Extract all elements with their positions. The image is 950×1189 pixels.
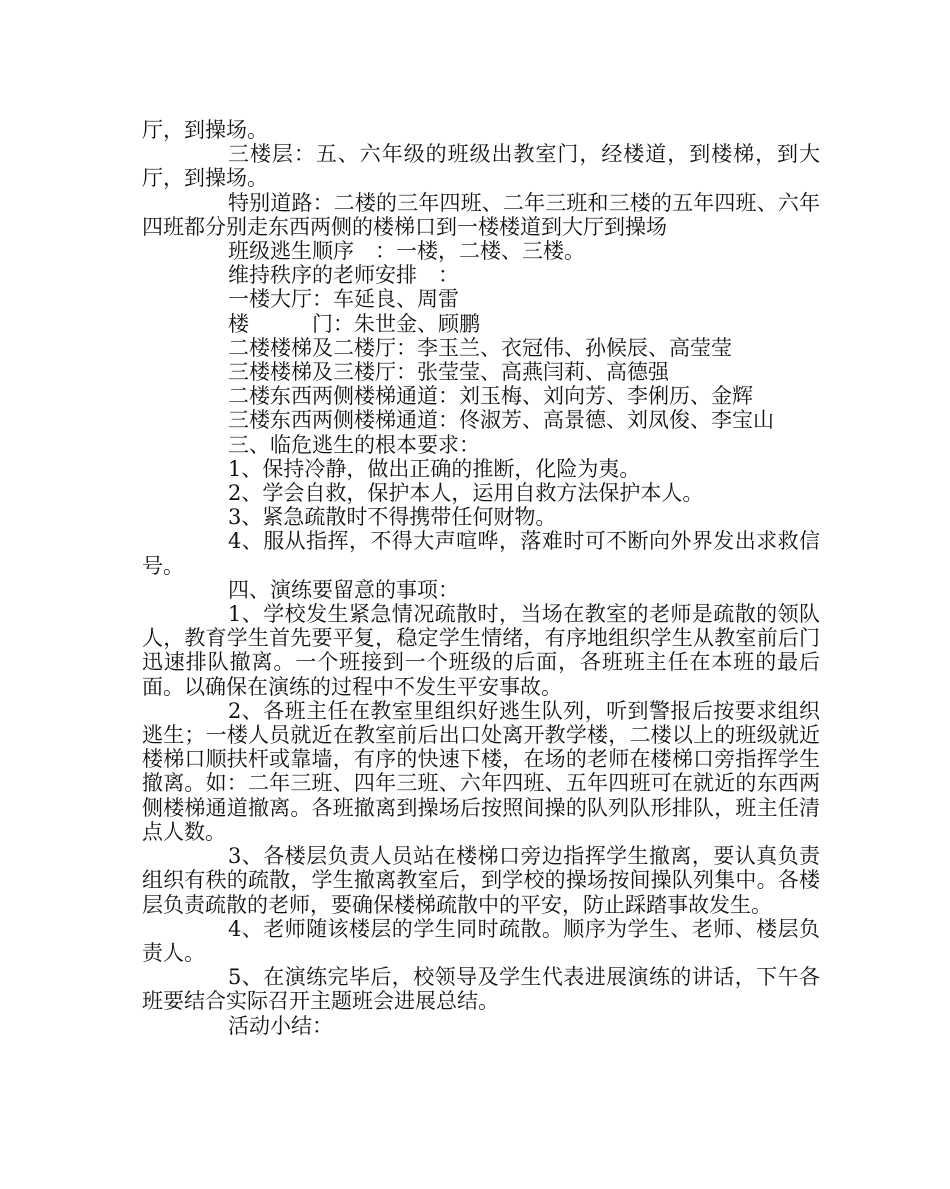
list-item: 3、紧急疏散时不得携带任何财物。 [228, 505, 557, 530]
paragraph: 三楼东西两侧楼梯通道：佟淑芳、高景德、刘凤俊、李宝山 [228, 408, 774, 433]
list-item: 2、各班主任在教室里组织好逃生队列，听到警报后按要求组织逃生；一楼人员就近在教室前后出口处离开教学楼，二楼以上的班级就近楼梯口顺扶杆或靠墙，有序的快速下楼，在场的老师在楼梯口旁指挥学生撤离。如：二年三班、四年三班、六年四班、五年四班可在就近的东西两侧楼梯通道撤离。各班撤离到操场后按照间操的队列队形排队，班主任清点人数。 [142, 698, 820, 844]
paragraph: 班级逃生顺序 ：一楼，二楼、三楼。 [228, 239, 585, 264]
list-item: 2、学会自救，保护本人，运用自救方法保护本人。 [228, 481, 704, 506]
paragraph: 二楼东西两侧楼梯通道：刘玉梅、刘向芳、李俐历、金辉 [228, 384, 753, 409]
paragraph: 一楼大厅：车延良、周雷 [228, 287, 459, 312]
section-heading: 活动小结： [228, 1013, 333, 1038]
paragraph: 二楼楼梯及二楼厅：李玉兰、衣冠伟、孙候辰、高莹莹 [228, 335, 732, 360]
section-heading: 三、临危逃生的根本要求： [228, 432, 480, 457]
list-item: 5、在演练完毕后，校领导及学生代表进展演练的讲话，下午各班要结合实际召开主题班会进展总结。 [142, 965, 820, 1014]
paragraph: 特别道路：二楼的三年四班、二年三班和三楼的五年四班、六年四班都分别走东西两侧的楼梯口到一楼楼道到大厅到操场 [142, 190, 820, 239]
list-item: 1、保持冷静，做出正确的推断，化险为夷。 [228, 456, 641, 481]
paragraph: 厅，到操场。 [142, 118, 268, 142]
document-body [142, 118, 820, 1038]
list-item: 4、老师随该楼层的学生同时疏散。顺序为学生、老师、楼层负责人。 [142, 916, 820, 965]
list-item: 3、各楼层负责人员站在楼梯口旁边指挥学生撤离，要认真负责组织有秩的疏散，学生撤离教室后，到学校的操场按间操队列集中。各楼层负责疏散的老师，要确保楼梯疏散中的平安，防止踩踏事故发生。 [142, 844, 820, 917]
section-heading: 四、演练要留意的事项： [228, 577, 459, 602]
list-item: 4、服从指挥，不得大声喧哗，落难时可不断向外界发出求救信号。 [142, 529, 820, 578]
paragraph: 楼 门：朱世金、顾鹏 [228, 311, 480, 336]
paragraph: 维持秩序的老师安排 ： [228, 263, 459, 288]
paragraph: 三楼层：五、六年级的班级出教室门，经楼道，到楼梯，到大厅，到操场。 [142, 142, 820, 191]
list-item: 1、学校发生紧急情况疏散时，当场在教室的老师是疏散的领队人，教育学生首先要平复，稳定学生情绪，有序地组织学生从教室前后门迅速排队撤离。一个班接到一个班级的后面，各班班主任在本班的最后面。以确保在演练的过程中不发生平安事故。 [142, 602, 820, 699]
paragraph: 三楼楼梯及三楼厅：张莹莹、高燕闫莉、高德强 [228, 360, 669, 385]
